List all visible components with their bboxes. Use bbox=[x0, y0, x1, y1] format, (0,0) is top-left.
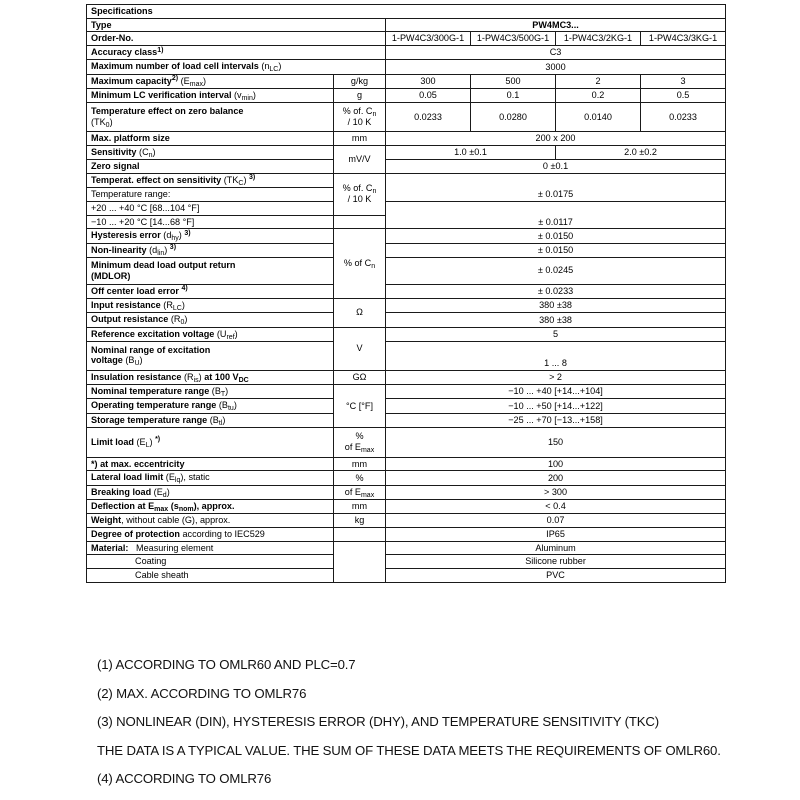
material-value-2: Silicone rubber bbox=[386, 555, 726, 569]
row-order-no bbox=[87, 32, 726, 46]
nom-temp-symbol: B bbox=[214, 386, 221, 396]
max-capacity-symbol: E bbox=[183, 75, 190, 86]
deflection-tail: ), approx. bbox=[193, 500, 235, 511]
sensitivity-label: Sensitivity $(C_n)$ bbox=[87, 145, 334, 159]
footnote-4: (4) ACCORDING TO OMLR76 bbox=[97, 771, 272, 786]
lateral-label: Lateral load limit $(E_{lq})$, static bbox=[87, 471, 334, 485]
row-platform-size bbox=[87, 132, 726, 146]
weight-value: 0.07 bbox=[386, 514, 726, 528]
min-lc-value-2: 0.1 bbox=[471, 88, 556, 102]
insulation-value: > 2 bbox=[386, 370, 726, 384]
breaking-symbol: E bbox=[156, 486, 163, 497]
zero-signal-value: 0 ±0.1 bbox=[386, 160, 726, 174]
tkc-value-range2: ± 0.0117 bbox=[386, 201, 726, 228]
material-value-1: Aluminum bbox=[386, 541, 726, 555]
op-temp-text: Operating temperature range bbox=[91, 400, 217, 411]
insulation-text: Insulation resistance bbox=[91, 371, 182, 382]
limit-load-symbol: E bbox=[139, 436, 146, 447]
output-resistance-value: 380 ±38 bbox=[386, 313, 726, 327]
storage-temp-symbol-sub: tl bbox=[218, 419, 223, 427]
row-limit-load bbox=[87, 427, 726, 457]
material-name-3-cell bbox=[87, 569, 334, 583]
row-type bbox=[87, 18, 726, 32]
max-capacity-unit: g/kg bbox=[334, 74, 386, 88]
mdlor-label bbox=[87, 257, 334, 284]
row-min-lc-interval bbox=[87, 88, 726, 102]
sensitivity-value-right: 2.0 ±0.2 bbox=[556, 145, 726, 159]
limit-load-value: 150 bbox=[386, 427, 726, 457]
footnote-3: (3) NONLINEAR (DIN), HYSTERESIS ERROR (DHY), AND TEMPERATURE SENSITIVITY (TKC) bbox=[97, 714, 660, 729]
lateral-text: Lateral load limit bbox=[91, 472, 164, 483]
limit-load-unit-bottom-sub: max bbox=[360, 447, 375, 455]
deflection-value: < 0.4 bbox=[386, 499, 726, 513]
tkc-value-range1: ± 0.0175 bbox=[386, 173, 726, 201]
sensitivity-symbol-sub: n bbox=[148, 151, 153, 159]
tk0-symbol: TK bbox=[94, 116, 106, 127]
nom-temp-label: Nominal temperature range $(B_T)$ bbox=[87, 385, 334, 399]
hysteresis-footnote: 3) bbox=[184, 229, 191, 237]
min-lc-symbol-sub: min bbox=[241, 94, 253, 102]
breaking-unit-sub: max bbox=[360, 491, 375, 499]
row-tkc-header bbox=[87, 173, 726, 187]
temp-unit: °C [°F] bbox=[334, 385, 386, 428]
tkc-symbol: TK bbox=[226, 174, 239, 185]
material-name-2-cell bbox=[87, 555, 334, 569]
lateral-tail: , static bbox=[183, 472, 210, 483]
lateral-symbol: E bbox=[168, 472, 175, 483]
input-resistance-value: 380 ±38 bbox=[386, 299, 726, 313]
weight-tail: , without cable (G), approx. bbox=[121, 515, 231, 526]
order-no-label: Order-No. bbox=[87, 32, 386, 46]
material-unit bbox=[334, 541, 386, 582]
footnote-3-continuation: THE DATA IS A TYPICAL VALUE. THE SUM OF THESE DATA MEETS THE REQUIREMENTS OF OMLR60. bbox=[97, 742, 721, 758]
max-capacity-value-3: 2 bbox=[556, 74, 641, 88]
tk0-unit-top: % of. C bbox=[342, 105, 373, 116]
tk0-unit bbox=[334, 103, 386, 132]
tkc-unit-top: % of. C bbox=[342, 183, 373, 194]
row-weight bbox=[87, 514, 726, 528]
accuracy-class-label bbox=[87, 46, 386, 60]
eccentricity-unit: mm bbox=[334, 457, 386, 471]
deflection-text: Deflection at E bbox=[91, 500, 155, 511]
hysteresis-value: ± 0.0150 bbox=[386, 229, 726, 243]
order-no-value-3: 1-PW4C3/2KG-1 bbox=[556, 32, 641, 46]
tkc-unit-spacer bbox=[334, 215, 386, 229]
op-temp-symbol-sub: tu bbox=[227, 405, 234, 413]
min-lc-symbol: v bbox=[237, 89, 242, 100]
tkc-footnote: 3) bbox=[249, 174, 256, 182]
nom-excitation-symbol-sub: U bbox=[134, 360, 140, 368]
weight-label bbox=[87, 514, 334, 528]
platform-size-value: 200 x 200 bbox=[386, 132, 726, 146]
output-resistance-symbol: R bbox=[173, 314, 181, 325]
row-hysteresis bbox=[87, 229, 726, 243]
hysteresis-text: Hysteresis error bbox=[91, 230, 161, 241]
storage-temp-text: Storage temperature range bbox=[91, 414, 208, 425]
weight-text: Weight bbox=[91, 515, 122, 526]
tkc-range-2: −10 ... +20 °C [14...68 °F] bbox=[87, 215, 334, 229]
eccentricity-value: 100 bbox=[386, 457, 726, 471]
breaking-text: Breaking load bbox=[91, 486, 152, 497]
voltage-unit: V bbox=[334, 327, 386, 370]
mdlor-value: ± 0.0245 bbox=[386, 257, 726, 284]
row-insulation-resistance bbox=[87, 370, 726, 384]
intervals-value: 3000 bbox=[386, 60, 726, 74]
nom-excitation-line-2: voltage bbox=[91, 355, 123, 366]
sensitivity-unit: mV/V bbox=[334, 145, 386, 173]
row-input-resistance bbox=[87, 299, 726, 313]
nonlinearity-value: ± 0.0150 bbox=[386, 243, 726, 257]
footnotes bbox=[97, 657, 797, 800]
nom-excitation-label: Nominal range of excitation voltage $(B_U)$ bbox=[87, 341, 334, 370]
row-output-resistance bbox=[87, 313, 726, 327]
row-nominal-temp-range bbox=[87, 385, 726, 399]
material-label: Material: bbox=[91, 542, 129, 553]
breaking-symbol-sub: d bbox=[162, 491, 167, 499]
row-operating-temp-range bbox=[87, 399, 726, 413]
row-material-cable-sheath bbox=[87, 569, 726, 583]
nonlinearity-footnote: 3) bbox=[169, 244, 177, 251]
sensitivity-value-left: 1.0 ±0.1 bbox=[386, 145, 556, 159]
max-capacity-value-1: 300 bbox=[386, 74, 471, 88]
row-material-coating bbox=[87, 555, 726, 569]
insulation-symbol: R bbox=[187, 371, 194, 382]
off-center-text: Off center load error bbox=[91, 285, 179, 296]
row-zero-signal bbox=[87, 160, 726, 174]
row-tkc-range1 bbox=[87, 201, 726, 215]
off-center-footnote: 4) bbox=[181, 285, 188, 293]
footnote-2: (2) MAX. ACCORDING TO OMLR76 bbox=[97, 685, 307, 701]
row-lateral-load-limit bbox=[87, 471, 726, 485]
op-temp-label: Operating temperature range $(B_{tu})$ bbox=[87, 399, 334, 413]
tkc-unit bbox=[334, 173, 386, 215]
material-name-1: Measuring element bbox=[136, 542, 214, 553]
input-resistance-symbol: R bbox=[166, 300, 173, 310]
deflection-unit: mm bbox=[334, 499, 386, 513]
insulation-tail: at 100 V bbox=[204, 371, 239, 382]
row-eccentricity bbox=[87, 457, 726, 471]
insulation-tail-sub: DC bbox=[238, 376, 249, 384]
min-lc-label: Minimum LC verification interval $(v_{min})$ bbox=[87, 88, 334, 102]
table-title-row bbox=[87, 5, 726, 19]
max-capacity-symbol-sub: max bbox=[189, 80, 203, 88]
intervals-label: Maximum number of load cell intervals $(n_{LC})$ bbox=[87, 60, 386, 74]
platform-size-label: Max. platform size bbox=[87, 132, 334, 146]
row-nominal-excitation bbox=[87, 341, 726, 370]
row-storage-temp-range bbox=[87, 413, 726, 427]
op-temp-symbol: B bbox=[221, 400, 228, 411]
min-lc-text: Minimum LC verification interval bbox=[91, 89, 232, 100]
resistance-unit: Ω bbox=[334, 299, 386, 328]
input-resistance-label: Input resistance $(R_{LC})$ bbox=[87, 299, 334, 313]
row-material-measuring-element bbox=[87, 541, 726, 555]
tk0-symbol-sub: 0 bbox=[105, 121, 110, 129]
nom-excitation-value: 1 ... 8 bbox=[386, 341, 726, 370]
max-capacity-value-4: 3 bbox=[641, 74, 726, 88]
ref-voltage-value: 5 bbox=[386, 327, 726, 341]
order-no-value-2: 1-PW4C3/500G-1 bbox=[471, 32, 556, 46]
output-resistance-symbol-sub: 0 bbox=[180, 319, 185, 327]
pct-cn-unit-sub: n bbox=[371, 263, 376, 270]
nonlinearity-symbol: d bbox=[152, 244, 158, 255]
storage-temp-symbol: B bbox=[212, 414, 219, 425]
intervals-sub: LC bbox=[269, 66, 279, 74]
hysteresis-label: Hysteresis error $(d_{hy})$ $^{3)}$ bbox=[87, 229, 334, 243]
type-value: PW4MC3... bbox=[386, 18, 726, 32]
zero-signal-label: Zero signal bbox=[87, 160, 334, 174]
tkc-text: Temperat. effect on sensitivity bbox=[91, 174, 222, 185]
sensitivity-symbol: C bbox=[142, 146, 149, 157]
row-degree-of-protection bbox=[87, 527, 726, 541]
ref-voltage-symbol-sub: ref bbox=[226, 333, 235, 341]
output-resistance-label: Output resistance $(R_0)$ bbox=[87, 313, 334, 327]
row-nonlinearity bbox=[87, 243, 726, 257]
row-temp-effect-zero bbox=[87, 103, 726, 132]
ref-voltage-symbol: U bbox=[219, 328, 227, 339]
pct-cn-unit bbox=[334, 229, 386, 299]
breaking-value: > 300 bbox=[386, 485, 726, 499]
breaking-unit-text: of E bbox=[344, 486, 361, 497]
output-resistance-text: Output resistance bbox=[91, 314, 169, 325]
row-reference-voltage bbox=[87, 327, 726, 341]
nom-temp-value: −10 ... +40 [+14...+104] bbox=[386, 385, 726, 399]
intervals-text: Maximum number of load cell intervals bbox=[91, 61, 259, 72]
max-capacity-footnote: 2) bbox=[171, 75, 179, 83]
tk0-unit-bottom: / 10 K bbox=[347, 117, 372, 128]
tk0-unit-top-sub: n bbox=[372, 110, 377, 118]
max-capacity-value-2: 500 bbox=[471, 74, 556, 88]
limit-load-text: Limit load bbox=[91, 436, 134, 447]
row-max-capacity bbox=[87, 74, 726, 88]
row-load-cell-intervals bbox=[87, 60, 726, 74]
min-lc-unit: g bbox=[334, 88, 386, 102]
max-capacity-label: Maximum capacity$^{2)}$ $(E_{max})$ bbox=[87, 74, 334, 88]
table-title: Specifications bbox=[87, 5, 726, 19]
sensitivity-text: Sensitivity bbox=[91, 146, 137, 157]
nom-excitation-line-1: Nominal range of excitation bbox=[91, 344, 211, 355]
max-capacity-text: Maximum capacity bbox=[91, 75, 172, 86]
row-breaking-load bbox=[87, 485, 726, 499]
accuracy-class-value: C3 bbox=[386, 46, 726, 60]
tkc-label: Temperat. effect on sensitivity $(TK_C)$ $^{3)}$ bbox=[87, 173, 334, 187]
protection-unit bbox=[334, 527, 386, 541]
material-name-2: Coating bbox=[135, 556, 167, 567]
eccentricity-label: *) at max. eccentricity bbox=[87, 457, 334, 471]
protection-text: Degree of protection bbox=[91, 528, 180, 539]
accuracy-class-footnote: 1) bbox=[157, 46, 164, 54]
insulation-unit: GΩ bbox=[334, 370, 386, 384]
min-lc-value-3: 0.2 bbox=[556, 88, 641, 102]
lateral-unit: % bbox=[334, 471, 386, 485]
limit-load-symbol-sub: L bbox=[145, 441, 150, 449]
order-no-value-4: 1-PW4C3/3KG-1 bbox=[641, 32, 726, 46]
tkc-symbol-sub: C bbox=[238, 179, 244, 187]
tk0-label: Temperature effect on zero balance $(TK_0)$ bbox=[87, 103, 334, 132]
ref-voltage-label: Reference excitation voltage $(U_{ref})$ bbox=[87, 327, 334, 341]
limit-load-unit-top: % bbox=[355, 430, 364, 441]
row-sensitivity bbox=[87, 145, 726, 159]
min-lc-value-1: 0.05 bbox=[386, 88, 471, 102]
breaking-label: Breaking load $(E_d)$ bbox=[87, 485, 334, 499]
insulation-symbol-sub: is bbox=[193, 376, 199, 384]
insulation-label: Insulation resistance $(R_{is})$ at 100 $V_{DC}$ bbox=[87, 370, 334, 384]
specifications-table bbox=[86, 4, 726, 583]
ref-voltage-text: Reference excitation voltage bbox=[91, 328, 215, 339]
min-lc-value-4: 0.5 bbox=[641, 88, 726, 102]
row-accuracy-class bbox=[87, 46, 726, 60]
mdlor-line-1: Minimum dead load output return bbox=[91, 260, 236, 271]
nom-temp-text: Nominal temperature range bbox=[91, 386, 210, 396]
tk0-value-1: 0.0233 bbox=[386, 103, 471, 132]
tk0-value-3: 0.0140 bbox=[556, 103, 641, 132]
limit-load-footnote: *) bbox=[155, 436, 161, 444]
lateral-value: 200 bbox=[386, 471, 726, 485]
protection-value: IP65 bbox=[386, 527, 726, 541]
limit-load-label: Limit load $(E_L)$ *) bbox=[87, 427, 334, 457]
weight-unit: kg bbox=[334, 514, 386, 528]
material-name-3: Cable sheath bbox=[135, 570, 189, 581]
deflection-label bbox=[87, 499, 334, 513]
tk0-text: Temperature effect on zero balance bbox=[91, 106, 244, 117]
specification-sheet bbox=[86, 4, 725, 583]
nom-temp-symbol-sub: T bbox=[220, 391, 226, 398]
row-mdlor bbox=[87, 257, 726, 284]
tkc-unit-bottom: / 10 K bbox=[347, 194, 372, 205]
deflection-sub-1: max bbox=[154, 505, 169, 513]
tkc-unit-top-sub: n bbox=[372, 188, 377, 196]
type-label: Type bbox=[87, 18, 386, 32]
storage-temp-label: Storage temperature range $(B_{tl})$ bbox=[87, 413, 334, 427]
off-center-value: ± 0.0233 bbox=[386, 284, 726, 298]
input-resistance-text: Input resistance bbox=[91, 300, 161, 310]
material-value-3: PVC bbox=[386, 569, 726, 583]
tk0-value-4: 0.0233 bbox=[641, 103, 726, 132]
deflection-sub-2: nom bbox=[178, 505, 194, 513]
lateral-symbol-sub: lq bbox=[174, 477, 181, 485]
op-temp-value: −10 ... +50 [+14...+122] bbox=[386, 399, 726, 413]
nonlinearity-label: Non-linearity $(d_{lin})$ $^{3)}$ bbox=[87, 243, 334, 257]
footnote-1: (1) ACCORDING TO OMLR60 AND PLC=0.7 bbox=[97, 657, 356, 672]
nom-excitation-symbol: B bbox=[128, 355, 135, 366]
material-label-row bbox=[87, 541, 334, 555]
off-center-label bbox=[87, 284, 334, 298]
mdlor-line-2: (MDLOR) bbox=[91, 270, 131, 281]
pct-cn-unit-text: % of C bbox=[343, 258, 372, 268]
limit-load-unit bbox=[334, 427, 386, 457]
tkc-range-heading: Temperature range: bbox=[87, 188, 334, 202]
nonlinearity-text: Non-linearity bbox=[91, 244, 147, 255]
storage-temp-value: −25 ... +70 [−13...+158] bbox=[386, 413, 726, 427]
breaking-unit bbox=[334, 485, 386, 499]
deflection-mid: (s bbox=[168, 500, 179, 511]
input-resistance-symbol-sub: LC bbox=[172, 305, 182, 312]
protection-label bbox=[87, 527, 334, 541]
hysteresis-symbol: d bbox=[166, 230, 172, 241]
tkc-range-1: +20 ... +40 °C [68...104 °F] bbox=[87, 201, 334, 215]
platform-size-unit: mm bbox=[334, 132, 386, 146]
order-no-value-1: 1-PW4C3/300G-1 bbox=[386, 32, 471, 46]
hysteresis-symbol-sub: hy bbox=[171, 235, 179, 243]
accuracy-class-text: Accuracy class bbox=[91, 47, 158, 58]
tk0-value-2: 0.0280 bbox=[471, 103, 556, 132]
row-off-center-load bbox=[87, 284, 726, 298]
limit-load-unit-bottom: of E bbox=[344, 442, 361, 453]
row-deflection bbox=[87, 499, 726, 513]
nonlinearity-symbol-sub: lin bbox=[157, 249, 165, 257]
protection-tail: according to IEC529 bbox=[179, 528, 265, 539]
